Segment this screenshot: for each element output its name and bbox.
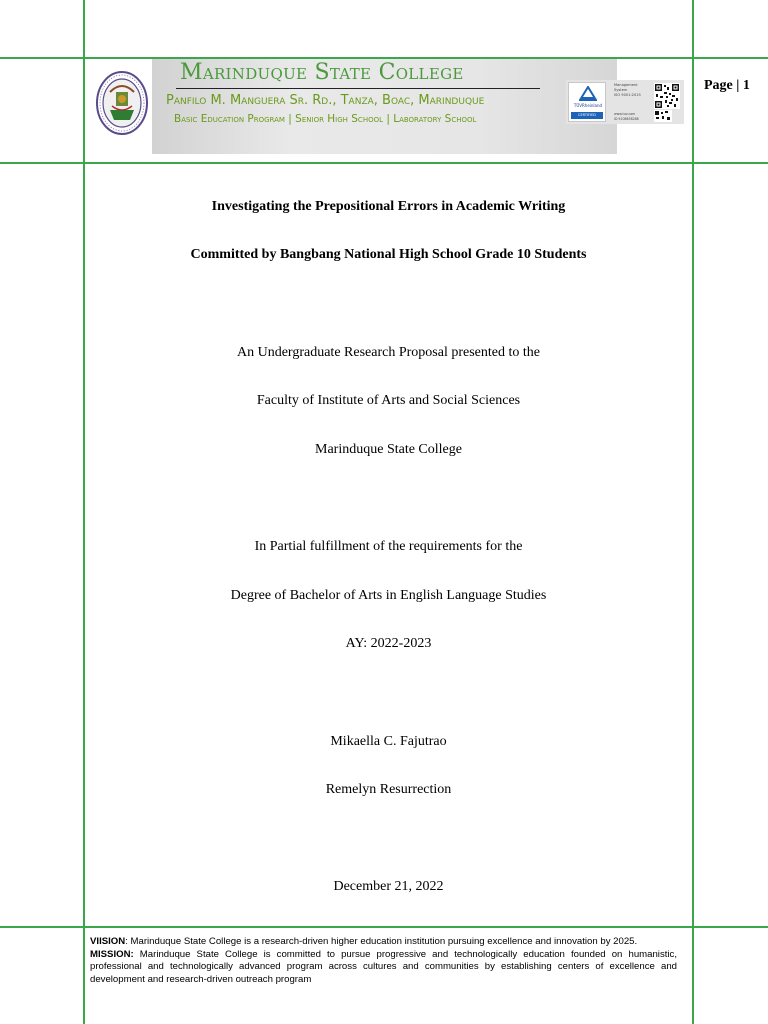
author-name: Remelyn Resurrection <box>325 782 452 797</box>
page-number: Page | 1 <box>704 78 750 93</box>
college-seal-icon <box>96 70 148 136</box>
mission-statement <box>90 949 677 987</box>
cert-line: Management <box>614 83 638 87</box>
tuv-logo <box>568 82 606 122</box>
college-address: Panfilo M. Manguera Sr. Rd., Tanza, Boac, Marinduque <box>166 93 485 108</box>
mission-text: Marinduque State College is committed to pursue progressive and technologically education founded on humanistic, professional and technologically advanced program across cultures and communities by establishing centers of excellence and development and research-driven outreach program <box>90 948 677 985</box>
submission-date: December 21, 2022 <box>333 879 444 894</box>
fulfillment-line-2: Degree of Bachelor of Arts in English Language Studies <box>230 588 547 603</box>
tuv-certified-label: CERTIFIED <box>571 112 603 119</box>
thesis-title-line-2: Committed by Bangbang National High School Grade 10 Students <box>190 247 587 262</box>
cert-line: System <box>614 88 628 92</box>
presentation-line-2: Faculty of Institute of Arts and Social Sciences <box>256 393 521 408</box>
academic-year: AY: 2022-2023 <box>345 636 432 651</box>
college-name: Marinduque State College <box>180 60 464 85</box>
thesis-title-line-1: Investigating the Prepositional Errors in Academic Writing <box>211 199 566 214</box>
margin-line-header-bottom <box>0 162 768 164</box>
cert-footer-line: ID 9108638288 <box>614 116 639 121</box>
mission-label: MISSION: <box>90 948 134 960</box>
cert-text-lines <box>614 83 652 98</box>
cert-line: ISO 9001:2015 <box>614 93 641 97</box>
tuv-label: TÜVRheinland <box>573 103 603 108</box>
presentation-line-1: An Undergraduate Research Proposal presented to the <box>237 345 540 360</box>
qr-code-icon <box>654 83 680 109</box>
margin-line-footer-top <box>0 926 768 928</box>
fulfillment-line-1: In Partial fulfillment of the requirements for the <box>254 539 523 554</box>
qr-code-small-icon <box>654 110 672 122</box>
vision-mission-footer <box>90 936 677 986</box>
margin-line-left <box>83 0 85 1024</box>
vision-statement <box>90 936 677 949</box>
author-name: Mikaella C. Fajutrao <box>330 734 447 749</box>
margin-line-right <box>692 0 694 1024</box>
vision-text: : Marinduque State College is a research-driven higher education institution pursuing excellence and innovation by 2025. <box>125 936 638 947</box>
cert-footer-lines <box>614 112 654 121</box>
college-name-rule <box>176 88 540 89</box>
tuv-triangle-icon <box>579 86 597 101</box>
iso-certification-badge <box>566 80 684 124</box>
vision-label: VIISION <box>90 936 126 947</box>
cert-footer-line: www.tuv.com <box>614 112 636 116</box>
college-program-line: Basic Education Program | Senior High School | Laboratory School <box>174 113 477 125</box>
presentation-line-3: Marinduque State College <box>315 442 462 457</box>
